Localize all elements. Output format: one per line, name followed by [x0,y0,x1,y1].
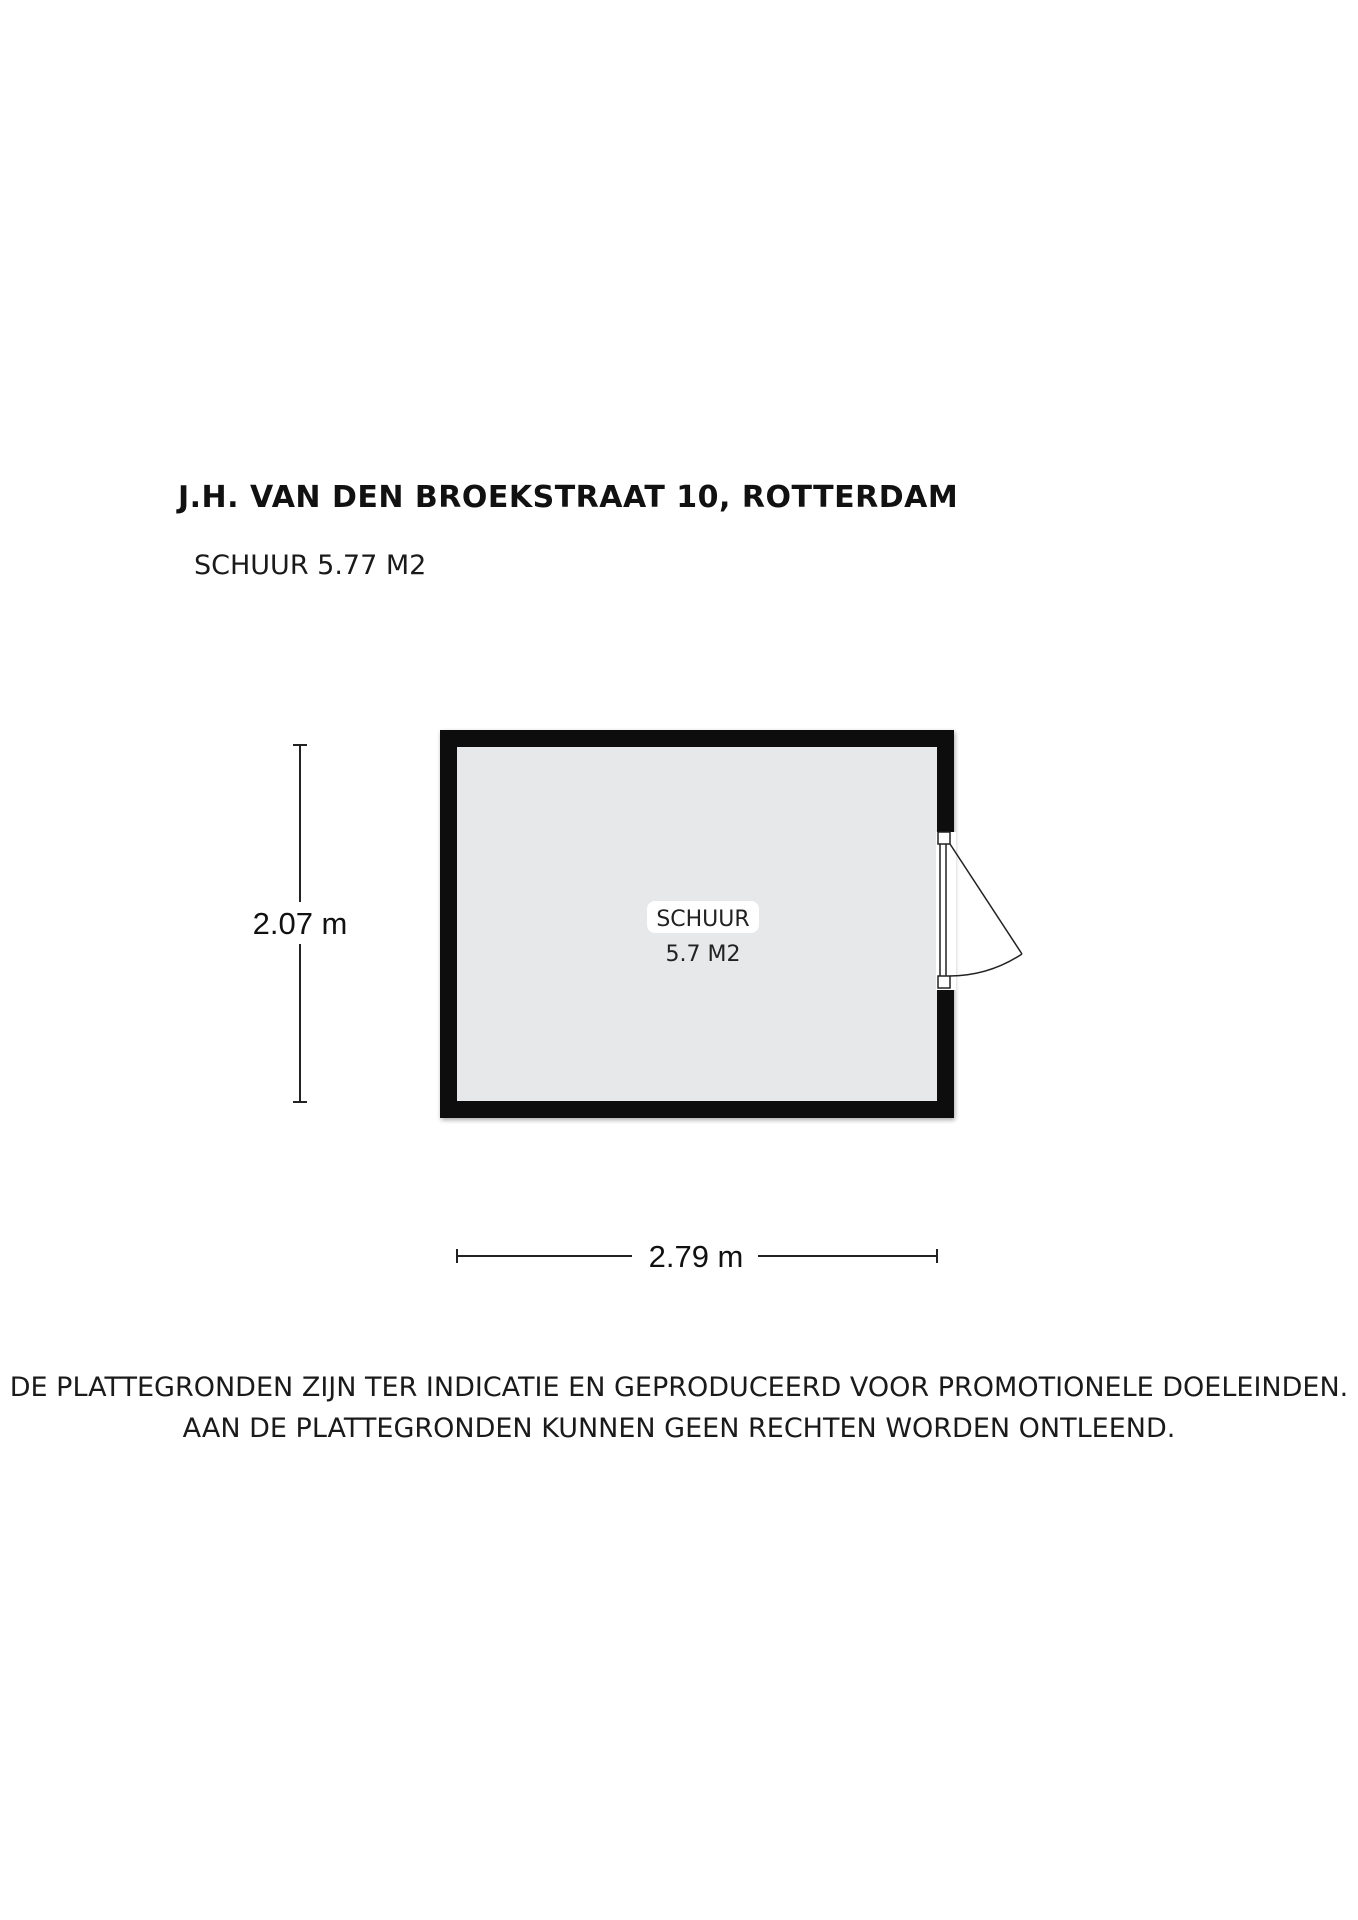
door-leaf [950,844,1022,954]
door-swing-arc [950,954,1022,976]
room-area: 5.7 M2 [665,942,741,967]
floor-area-subtitle: SCHUUR 5.77 M2 [194,550,427,581]
room-name: SCHUUR [656,907,750,932]
disclaimer-line-1: DE PLATTEGRONDEN ZIJN TER INDICATIE EN GEPRODUCEERD VOOR PROMOTIONELE DOELEINDEN. [9,1372,1349,1403]
property-address: J.H. VAN DEN BROEKSTRAAT 10, ROTTERDAM [178,480,959,515]
height-dimension-label: 2.07 m [252,906,348,941]
disclaimer-line-2: AAN DE PLATTEGRONDEN KUNNEN GEEN RECHTEN WORDEN ONTLEEND. [182,1413,1176,1444]
door [936,832,1022,990]
width-dimension-label: 2.79 m [648,1239,744,1274]
